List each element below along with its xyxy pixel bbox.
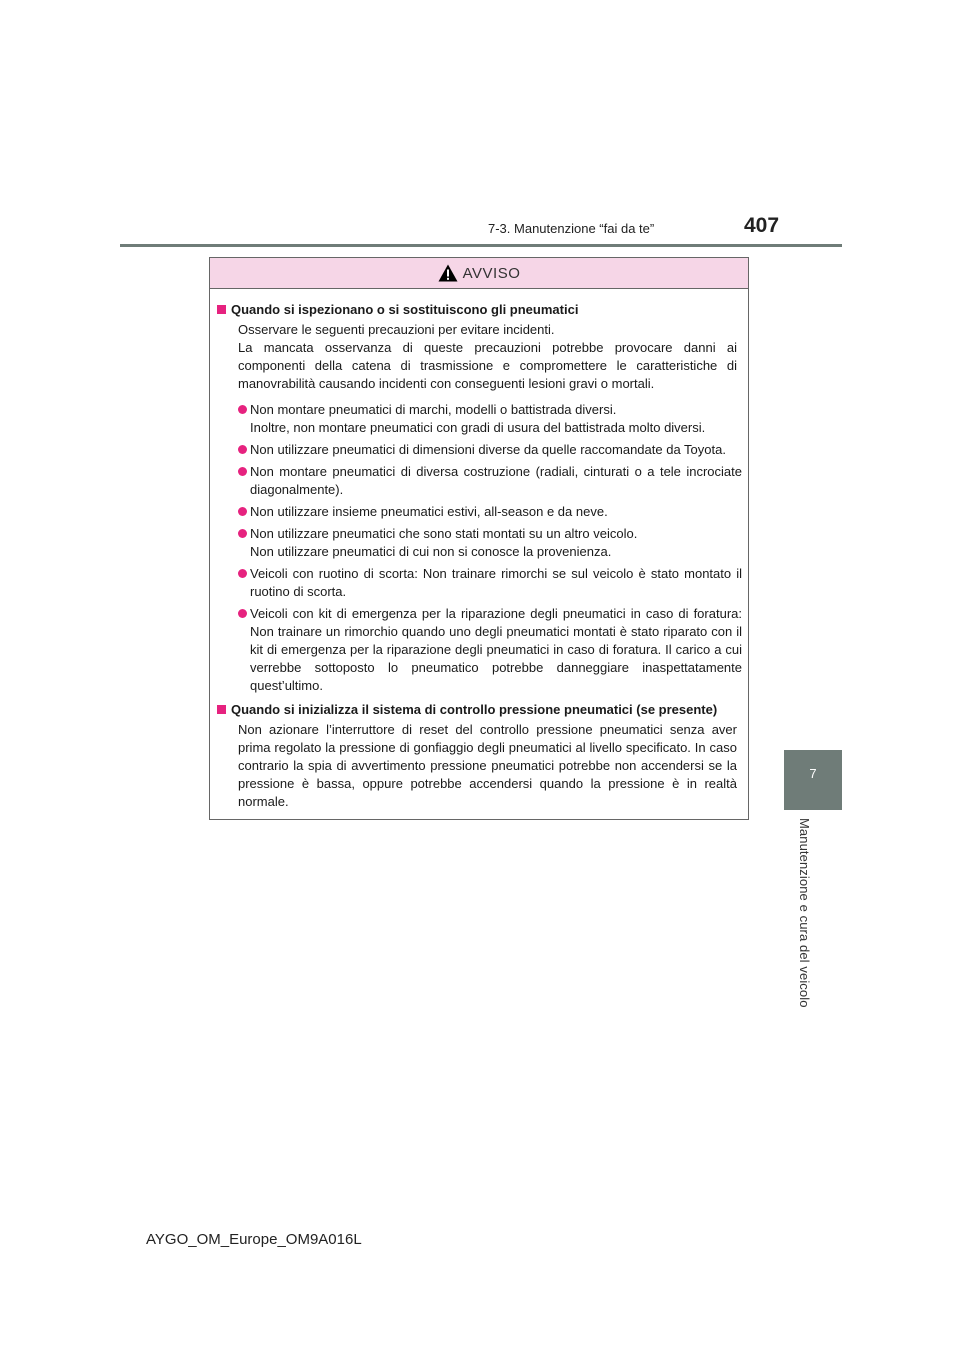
- list-item: Veicoli con ruotino di scorta: Non trainare rimorchi se sul veicolo è stato montato il ruotino di scorta.: [238, 565, 742, 601]
- list-item: Non utilizzare pneumatici di dimensioni diverse da quelle raccomandate da Toyota.: [238, 441, 742, 459]
- round-bullet-icon: [238, 507, 247, 516]
- round-bullet-icon: [238, 569, 247, 578]
- chapter-tab: [784, 750, 842, 810]
- round-bullet-icon: [238, 445, 247, 454]
- intro-line: La mancata osservanza di queste precauzioni potrebbe provocare danni ai componenti della catena di trasmissione e compromettere le caratteristiche di manovrabilità causando incidenti con conseguenti lesioni gravi o mortali.: [238, 340, 737, 391]
- section-heading: Quando si ispezionano o si sostituiscono gli pneumatici: [217, 301, 742, 319]
- page-number: 407: [744, 214, 780, 237]
- chapter-title: Manutenzione e cura del veicolo: [797, 818, 812, 1008]
- warning-body: [210, 289, 748, 811]
- warning-section-tpms: [217, 701, 742, 811]
- chapter-number: 7: [809, 766, 817, 781]
- round-bullet-icon: [238, 529, 247, 538]
- round-bullet-icon: [238, 609, 247, 618]
- warning-header: [210, 258, 748, 289]
- list-item: Non montare pneumatici di marchi, modelli o battistrada diversi. Inoltre, non montare pneumatici con gradi di usura del battistrada molto diversi.: [238, 401, 742, 437]
- section-intro: [238, 721, 742, 811]
- list-item: Veicoli con kit di emergenza per la riparazione degli pneumatici in caso di foratura: Non trainare un rimorchio quando uno degli pneumatici montati è stato riparato con il kit di emergenza per la riparazione degli pneumatici in caso di foratura. Il carico a cui verrebbe sottoposto lo pneumatico potrebbe danneggiare inaspettatamente quest’ultimo.: [238, 605, 742, 695]
- section-heading: Quando si inizializza il sistema di controllo pressione pneumatici (se presente): [217, 701, 742, 719]
- list-item: Non utilizzare insieme pneumatici estivi, all-season e da neve.: [238, 503, 742, 521]
- header-divider: [120, 244, 842, 247]
- round-bullet-icon: [238, 405, 247, 414]
- warning-triangle-icon: [438, 264, 458, 282]
- section-intro: [238, 321, 742, 393]
- round-bullet-icon: [238, 467, 247, 476]
- warning-box: [209, 257, 749, 820]
- square-bullet-icon: [217, 305, 226, 314]
- section-title: 7-3. Manutenzione “fai da te”: [488, 221, 655, 236]
- intro-line: Osservare le seguenti precauzioni per evitare incidenti.: [238, 322, 555, 337]
- list-item: Non montare pneumatici di diversa costruzione (radiali, cinturati o a tele incrociate diagonalmente).: [238, 463, 742, 499]
- warning-section-tyres: [217, 301, 742, 695]
- list-item: Non utilizzare pneumatici che sono stati montati su un altro veicolo. Non utilizzare pneumatici di cui non si conosce la provenienza.: [238, 525, 742, 561]
- document-code: AYGO_OM_Europe_OM9A016L: [146, 1231, 362, 1248]
- intro-line: Non azionare l’interruttore di reset del controllo pressione pneumatici senza aver prima regolato la pressione di gonfiaggio degli pneumatici al livello specificato. In caso contrario la spia di avvertimento pressione pneumatici potrebbe non accendersi se la pressione è bassa, oppure potrebbe accendersi quando la pressione è in realtà normale.: [238, 722, 737, 809]
- warning-title: AVVISO: [462, 264, 521, 282]
- square-bullet-icon: [217, 705, 226, 714]
